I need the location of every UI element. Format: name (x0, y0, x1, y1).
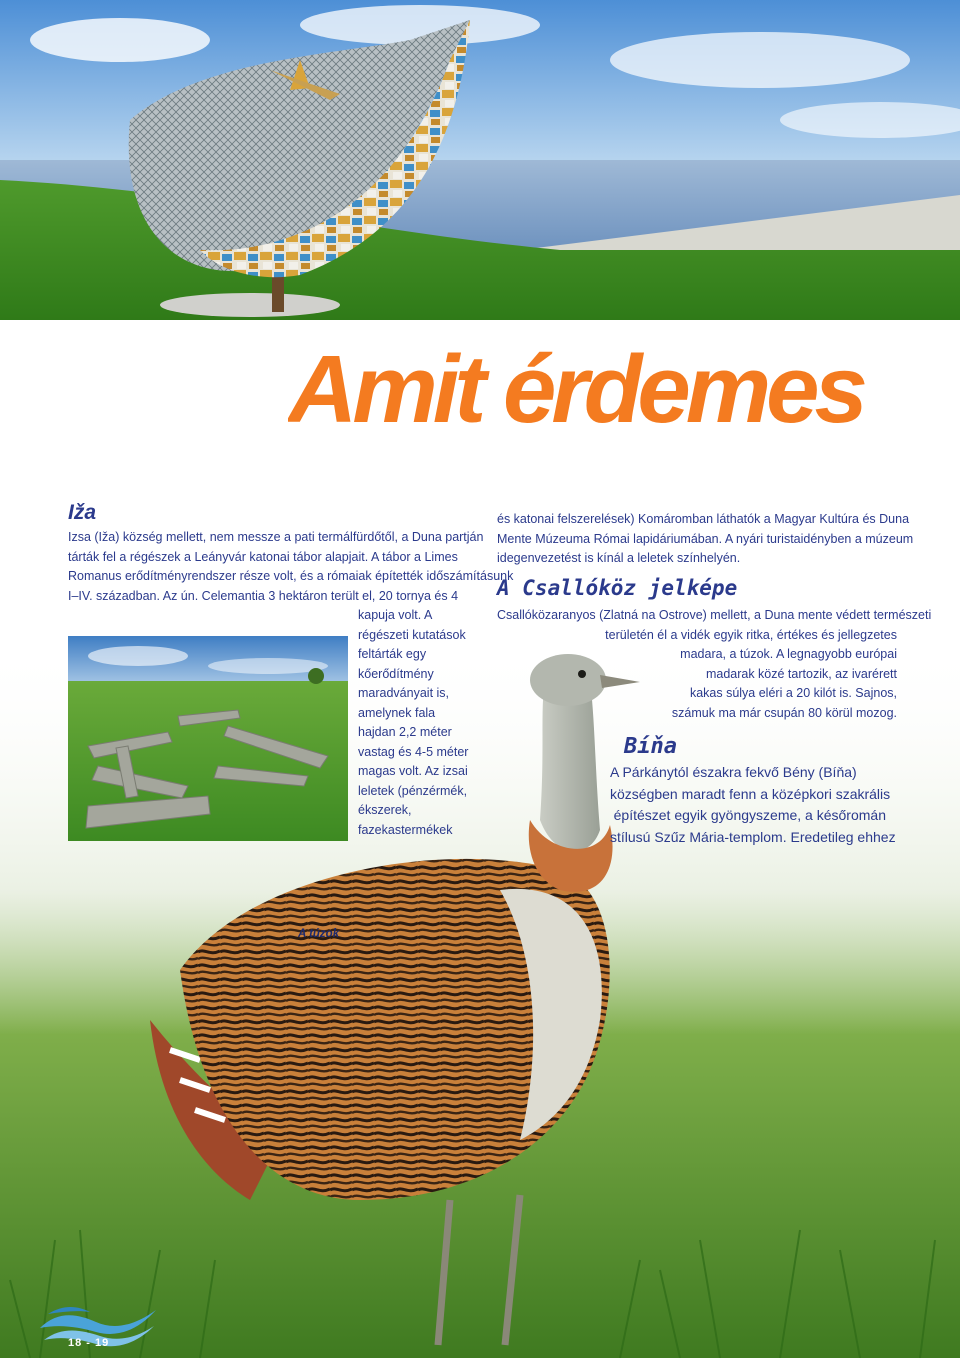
photo-caption: A túzok (298, 928, 340, 940)
csallokoz-line: számuk ma már csupán 80 körül mozog. (671, 705, 897, 720)
csallokoz-line: területén él a vidék egyik ritka, értékes és jellegzetes (605, 627, 897, 642)
bina-line: községben maradt fenn a középkori szakrális (610, 785, 891, 802)
iza-continued-paragraph (497, 510, 913, 569)
section-title-csallokoz: A Csallóköz jelképe (497, 576, 738, 600)
iza-line: régészeti kutatások (358, 627, 466, 642)
csallokoz-line: Csallóközaranyos (Zlatná na Ostrove) mellett, a Duna mente védett természeti (497, 608, 932, 622)
iza-line: kapuja volt. A (358, 608, 433, 622)
iza-line: kőerődítmény (358, 666, 434, 681)
page-numbers: 18 - 19 (68, 1337, 110, 1349)
iza-line: tárták fel a régészek a Leányvár katonai tábor alapjait. A tábor a Limes (68, 549, 458, 564)
iza-line: Romanus erődítményrendszer része volt, és a rómaiak építették időszámításunk (68, 569, 514, 583)
bina-paragraph (610, 762, 896, 848)
bina-line: építészet egyik gyöngyszeme, a későromán (613, 807, 886, 823)
iza-line: hajdan 2,2 méter (358, 725, 452, 739)
iza-line: Izsa (Iža) község mellett, nem messze a pati termálfürdőtől, a Duna partján (68, 530, 484, 544)
iza-line: amelynek fala (358, 705, 436, 720)
iza-line: fazekastermékek (358, 822, 453, 837)
sculpture-lake-photo (0, 0, 960, 320)
iza-line: magas volt. Az izsai (358, 764, 468, 778)
section-title-iza: Iža (68, 501, 97, 524)
iza-line: feltárták egy (358, 647, 427, 661)
iza-continued-line: és katonai felszerelések) Komáromban láthatók a Magyar Kultúra és Duna (497, 512, 910, 526)
iza-line: vastag és 4-5 méter (358, 744, 469, 759)
bina-line: A Párkánytól északra fekvő Bény (Bíňa) (610, 764, 857, 780)
csallokoz-line: madarak közé tartozik, az ivarérett (705, 666, 897, 681)
iza-paragraph-wide (68, 528, 513, 606)
csallokoz-paragraph (497, 606, 932, 723)
iza-line: leletek (pénzérmék, (358, 783, 468, 798)
csallokoz-line: madara, a túzok. A legnagyobb európai (680, 647, 897, 661)
iza-line: ékszerek, (358, 803, 412, 817)
iza-continued-line: idegenvezetést is kínál a leletek színhelyén. (497, 551, 741, 565)
page-headline: Amit érdemes (288, 336, 863, 443)
iza-paragraph-narrow (358, 606, 468, 840)
section-title-bina: Bíňa (624, 734, 677, 759)
csallokoz-line: kakas súlya eléri a 20 kilót is. Sajnos, (689, 686, 897, 700)
fortress-ruins-photo (68, 636, 348, 841)
iza-line: I–IV. században. Az ún. Celemantia 3 hektáron terült el, 20 tornya és 4 (68, 588, 459, 603)
bina-line: stílusú Szűz Mária-templom. Eredetileg ehhez (610, 828, 896, 845)
iza-line: maradványait is, (358, 686, 450, 700)
iza-continued-line: Mente Múzeuma Római lapidáriumában. A nyári turistaidényben a múzeum (497, 531, 914, 546)
